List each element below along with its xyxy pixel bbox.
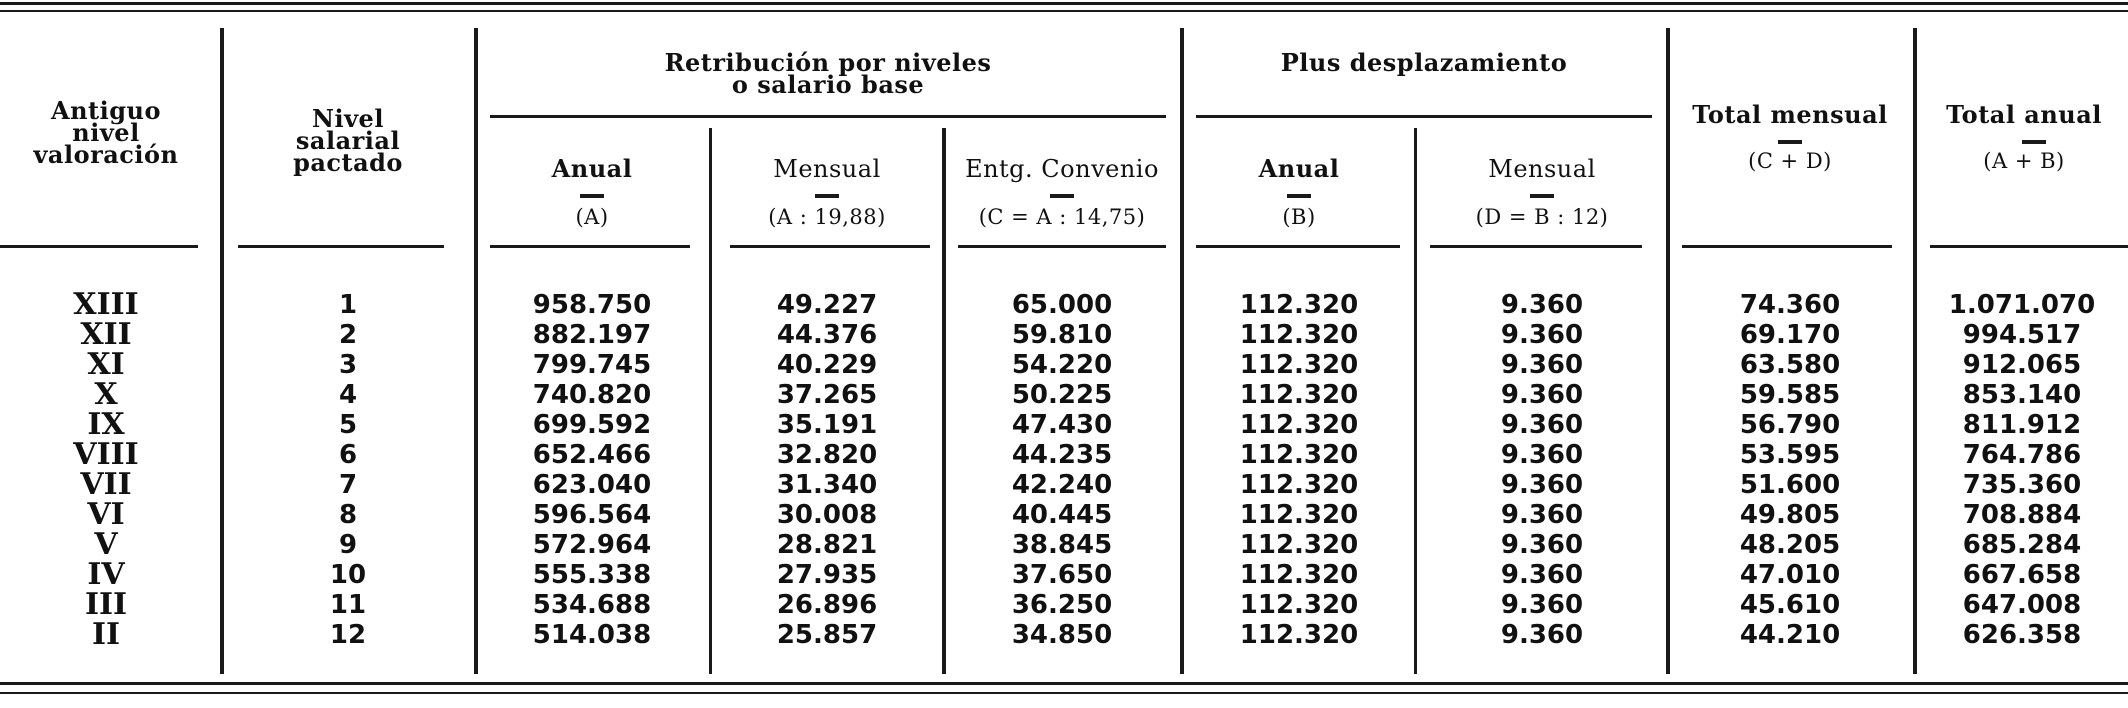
table-cell: XI [87,347,125,382]
divider-6 [1414,128,1417,674]
table-cell: 44.210 [1739,620,1841,650]
table-cell: 534.688 [532,590,652,620]
table-cell: 27.935 [776,560,878,590]
header-mensual-b: Mensual [1488,155,1596,183]
table-cell: X [94,377,118,412]
hdr-rule-9 [1930,245,2128,248]
table-cell: 685.284 [1962,530,2082,560]
table-cell: 652.466 [532,440,652,470]
table-cell: 12 [329,620,367,650]
overbar [580,194,604,198]
top-rule [0,2,2128,5]
table-cell: 56.790 [1739,410,1841,440]
table-cell: 53.595 [1739,440,1841,470]
table-cell: 112.320 [1239,530,1359,560]
table-cell: 44.376 [776,320,878,350]
col-antiguo [0,287,212,652]
table-cell: 9.360 [1500,350,1584,380]
table-cell: 112.320 [1239,350,1359,380]
header-nivel-line3: pactado [293,148,403,177]
header-total-mensual: Total mensual [1692,100,1888,129]
table-cell: 596.564 [532,500,652,530]
col-anual-a [480,290,704,650]
table-cell: 25.857 [776,620,878,650]
table-cell: 799.745 [532,350,652,380]
table-cell: 47.430 [1011,410,1113,440]
table-cell: 49.805 [1739,500,1841,530]
overbar [2022,140,2046,144]
col-mensual-b [1420,290,1664,650]
table-cell: 54.220 [1011,350,1113,380]
divider-7 [1666,28,1670,674]
header-entg-convenio: Entg. Convenio [965,155,1159,183]
table-cell: 10 [329,560,367,590]
table-cell: 9.360 [1500,470,1584,500]
table-cell: 3 [338,350,358,380]
table-cell: 9.360 [1500,590,1584,620]
table-cell: 49.227 [776,290,878,320]
table-cell: 36.250 [1011,590,1113,620]
table-cell: 112.320 [1239,440,1359,470]
table-cell: 11 [329,590,367,620]
table-cell: 63.580 [1739,350,1841,380]
table-cell: 9.360 [1500,500,1584,530]
col-anual-b [1186,290,1412,650]
header-mensual-a: Mensual [773,155,881,183]
header-entg-formula: (C = A : 14,75) [978,205,1146,229]
table-cell: 9.360 [1500,440,1584,470]
table-cell: 47.010 [1739,560,1841,590]
table-cell: V [94,527,118,562]
table-cell: VI [87,497,125,532]
table-cell: 626.358 [1962,620,2082,650]
header-nivel-line1: Nivel [312,104,384,133]
table-cell: 38.845 [1011,530,1113,560]
divider-5 [1180,28,1184,674]
table-cell: XIII [73,287,139,322]
table-cell: XII [80,317,132,352]
table-cell: 667.658 [1962,560,2082,590]
table-cell: 59.585 [1739,380,1841,410]
table-cell: 5 [338,410,358,440]
table-cell: 514.038 [532,620,652,650]
table-cell: III [84,587,128,622]
table-cell: 994.517 [1962,320,2082,350]
table-cell: 112.320 [1239,290,1359,320]
table-cell: 40.445 [1011,500,1113,530]
table-cell: 735.360 [1962,470,2082,500]
table-cell: 9.360 [1500,410,1584,440]
overbar [1050,194,1074,198]
table-cell: 9 [338,530,358,560]
header-anual-a-formula: (A) [575,205,609,229]
header-antiguo-line1: Antiguo [50,96,161,125]
col-nivel [228,290,468,650]
table-cell: IV [87,557,125,592]
table-cell: 4 [338,380,358,410]
table-cell: 37.265 [776,380,878,410]
table-cell: 9.360 [1500,530,1584,560]
table-cell: 28.821 [776,530,878,560]
hdr-rule-8 [1682,245,1892,248]
hdr-rule-4 [730,245,930,248]
table-cell: 912.065 [1962,350,2082,380]
table-cell: VII [80,467,132,502]
table-cell: 69.170 [1739,320,1841,350]
table-cell: 112.320 [1239,320,1359,350]
table-cell: 853.140 [1962,380,2082,410]
table-cell: VIII [73,437,139,472]
table-cell: 9.360 [1500,290,1584,320]
table-cell: 45.610 [1739,590,1841,620]
overbar [1778,140,1802,144]
divider-8 [1913,28,1917,674]
header-nivel-line2: salarial [295,126,401,155]
header-retribucion-line2: o salario base [731,70,925,99]
table-cell: 740.820 [532,380,652,410]
bottom-rule [0,682,2128,685]
table-cell: 882.197 [532,320,652,350]
table-cell: 572.964 [532,530,652,560]
header-plus: Plus desplazamiento [1280,48,1568,77]
table-cell: 26.896 [776,590,878,620]
header-retribucion-line1: Retribución por niveles [664,48,992,77]
divider-1 [220,28,224,674]
bottom-rule-inner [0,692,2128,694]
header-retribucion [480,48,1176,99]
header-total-mensual-formula: (C + D) [1748,149,1832,173]
table-cell: 9.360 [1500,620,1584,650]
retribucion-underline [490,115,1166,118]
col-entg [946,290,1178,650]
table-cell: 30.008 [776,500,878,530]
header-antiguo-line3: valoración [33,140,179,169]
hdr-rule-6 [1196,245,1400,248]
header-mensual-b-formula: (D = B : 12) [1475,205,1609,229]
table-cell: 9.360 [1500,320,1584,350]
table-cell: IX [87,407,125,442]
table-cell: 2 [338,320,358,350]
hdr-rule-5 [958,245,1166,248]
table-cell: 623.040 [532,470,652,500]
divider-2 [474,28,478,674]
header-mensual-a-formula: (A : 19,88) [768,205,886,229]
table-cell: 764.786 [1962,440,2082,470]
table-cell: 40.229 [776,350,878,380]
table-cell: 34.850 [1011,620,1113,650]
table-cell: 555.338 [532,560,652,590]
header-anual-a: Anual [551,154,633,183]
header-antiguo-line2: nivel [72,118,140,147]
header-total-anual-formula: (A + B) [1983,149,2065,173]
table-cell: 699.592 [532,410,652,440]
table-cell: 112.320 [1239,590,1359,620]
table-cell: 647.008 [1962,590,2082,620]
table-cell: 37.650 [1011,560,1113,590]
col-total-mensual [1672,290,1908,650]
table-cell: 35.191 [776,410,878,440]
hdr-rule-7 [1430,245,1642,248]
table-cell: 44.235 [1011,440,1113,470]
header-anual-b-formula: (B) [1282,205,1316,229]
table-cell: 31.340 [776,470,878,500]
table-cell: 65.000 [1011,290,1113,320]
table-cell: 42.240 [1011,470,1113,500]
overbar [1530,194,1554,198]
overbar [1287,194,1311,198]
table-cell: 51.600 [1739,470,1841,500]
hdr-rule-3 [490,245,690,248]
table-cell: 112.320 [1239,560,1359,590]
col-total-anual [1920,290,2124,650]
table-cell: 48.205 [1739,530,1841,560]
table-cell: 1.071.070 [1948,290,2096,320]
table-cell: 7 [338,470,358,500]
table-cell: 1 [338,290,358,320]
table-cell: 112.320 [1239,500,1359,530]
table-cell: 32.820 [776,440,878,470]
header-total-anual: Total anual [1946,100,2102,129]
top-rule-inner [0,10,2128,12]
header-nivel-salarial [228,104,468,177]
col-mensual-a [714,290,940,650]
table-cell: 112.320 [1239,620,1359,650]
table-cell: 8 [338,500,358,530]
overbar [815,194,839,198]
table-cell: 59.810 [1011,320,1113,350]
hdr-rule-1 [0,245,198,248]
plus-underline [1196,115,1652,118]
table-cell: 112.320 [1239,410,1359,440]
header-anual-b: Anual [1258,154,1340,183]
table-cell: 708.884 [1962,500,2082,530]
table-cell: 9.360 [1500,380,1584,410]
table-cell: 958.750 [532,290,652,320]
table-cell: 112.320 [1239,380,1359,410]
table-cell: 6 [338,440,358,470]
divider-3 [709,128,712,674]
table-cell: 112.320 [1239,470,1359,500]
table-cell: 9.360 [1500,560,1584,590]
table-cell: 74.360 [1739,290,1841,320]
table-cell: 50.225 [1011,380,1113,410]
header-antiguo [0,96,212,169]
hdr-rule-2 [238,245,444,248]
table-cell: 811.912 [1962,410,2082,440]
table-cell: II [91,617,121,652]
